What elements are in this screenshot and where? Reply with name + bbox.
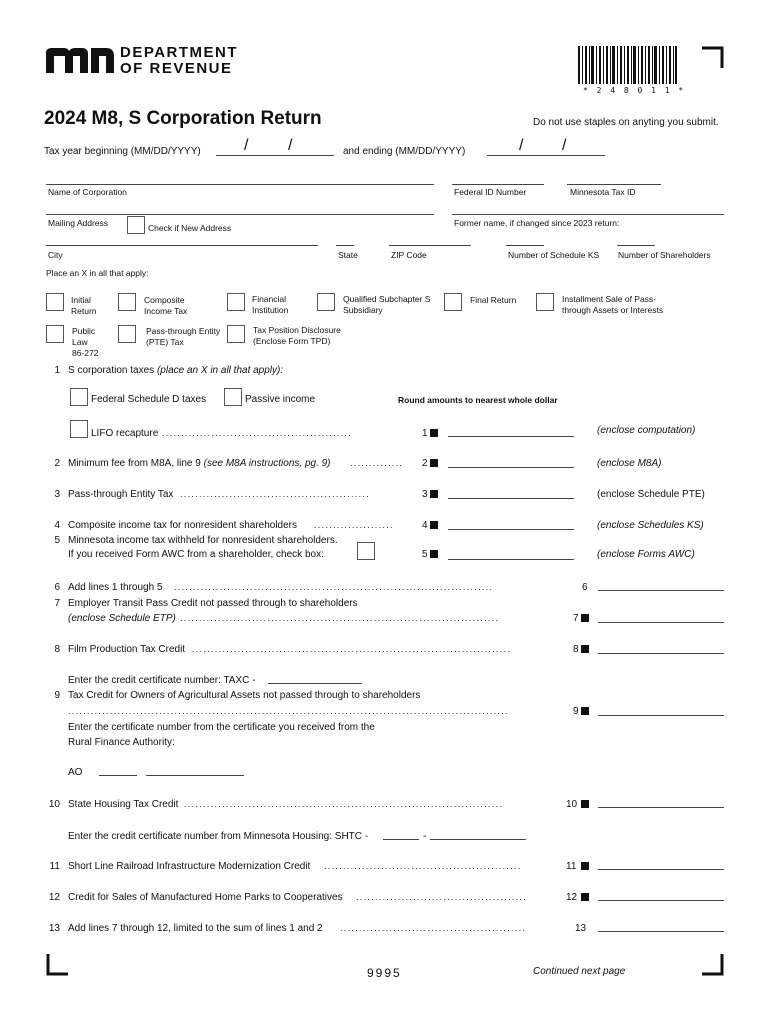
no-staples-note: Do not use staples on anyting you submit. (533, 117, 719, 128)
mn-tax-id-label: Minnesota Tax ID (570, 187, 636, 197)
line11-leader: .................................................... (324, 861, 522, 871)
lifo-checkbox[interactable] (70, 420, 88, 438)
slash: / (244, 137, 249, 154)
line4-number: 4 (54, 520, 60, 531)
fed-sched-d-label: Federal Schedule D taxes (91, 394, 207, 405)
tax-position-label: Tax Position Disclosure (Enclose Form TPD) (253, 325, 341, 346)
and-ending-label: and ending (MM/DD/YYYY) (343, 146, 466, 157)
mailing-address-field[interactable] (46, 214, 434, 215)
city-label: City (48, 250, 63, 260)
line10-label: State Housing Tax Credit (68, 799, 179, 810)
line4-box-number: 4 (422, 520, 428, 531)
initial-return-label: Initial Return (71, 295, 97, 316)
place-x-label: Place an X in all that apply: (46, 268, 149, 278)
line9-number: 9 (54, 690, 60, 701)
line13-box-number: 13 (575, 923, 587, 934)
zip-label: ZIP Code (391, 250, 427, 260)
line5-label2: If you received Form AWC from a shareholder, check box: (68, 549, 324, 560)
num-schedule-ks-field[interactable] (506, 245, 544, 246)
shtc-field-2[interactable] (430, 839, 526, 840)
line12-marker (581, 893, 589, 901)
qsss-label: Qualified Subchapter S Subsidiary (343, 294, 431, 315)
federal-id-field[interactable] (452, 184, 544, 185)
line11-box-number: 11 (566, 861, 577, 872)
line6-number: 6 (54, 582, 60, 593)
mn-logo (44, 45, 116, 75)
new-address-label: Check if New Address (148, 223, 232, 233)
line8-marker (581, 645, 589, 653)
line7-leader: .................................................................................... (180, 613, 500, 623)
num-shareholders-label: Number of Shareholders (618, 250, 711, 260)
line3-leader: .................................................. (180, 489, 371, 499)
line7-marker (581, 614, 589, 622)
line13-leader: ................................................. (340, 923, 527, 933)
line1-note: (enclose computation) (597, 425, 696, 436)
fed-sched-d-checkbox[interactable] (70, 388, 88, 406)
line5-number: 5 (54, 535, 60, 546)
new-address-checkbox[interactable] (127, 216, 145, 234)
shtc-dash: - (423, 831, 427, 842)
line12-number: 12 (48, 892, 60, 903)
financial-inst-label: Financial Institution (252, 294, 289, 315)
line10-amount-field[interactable] (598, 807, 724, 808)
num-shareholders-field[interactable] (617, 245, 655, 246)
line2-label-italic: (see M8A instructions, pg. 9) (203, 458, 331, 469)
public-law-checkbox[interactable] (46, 325, 64, 343)
line5-box-number: 5 (422, 549, 428, 560)
qsss-checkbox[interactable] (317, 293, 335, 311)
line7-number: 7 (54, 598, 60, 609)
line8-number: 8 (54, 644, 60, 655)
state-label: State (338, 250, 358, 260)
line5-marker (430, 550, 438, 558)
line4-leader: ..................... (314, 520, 394, 530)
final-return-label: Final Return (470, 295, 517, 305)
line11-label: Short Line Railroad Infrastructure Modernization Credit (68, 861, 311, 872)
corner-mark-bottom-right (702, 954, 724, 976)
passive-income-label: Passive income (245, 394, 316, 405)
tax-position-checkbox[interactable] (227, 325, 245, 343)
state-field[interactable] (336, 245, 354, 246)
public-law-label: Public Law 86-272 (72, 326, 99, 358)
line4-note: (enclose Schedules KS) (597, 520, 704, 531)
line7-box-number: 7 (573, 613, 579, 624)
mailing-address-label: Mailing Address (48, 218, 109, 228)
line12-amount-field[interactable] (598, 900, 724, 901)
name-of-corp-field[interactable] (46, 184, 434, 185)
line13-number: 13 (48, 923, 60, 934)
tax-year-ending-field[interactable] (487, 155, 605, 156)
barcode (578, 46, 678, 84)
line3-amount-field[interactable] (448, 498, 574, 499)
dept-line1: DEPARTMENT (120, 44, 239, 61)
taxc-field[interactable] (268, 683, 362, 684)
line4-label: Composite income tax for nonresident shareholders (68, 520, 298, 531)
line11-amount-field[interactable] (598, 869, 724, 870)
composite-tax-label: Composite Income Tax (144, 295, 188, 316)
page-code: 9995 (367, 966, 402, 980)
line1-label-italic: (place an X in all that apply): (156, 365, 284, 376)
former-name-field[interactable] (452, 214, 724, 215)
line2-note: (enclose M8A) (597, 458, 662, 469)
tax-year-beginning-label: Tax year beginning (MM/DD/YYYY) (44, 146, 201, 157)
financial-inst-checkbox[interactable] (227, 293, 245, 311)
corner-mark-top-right (702, 46, 724, 68)
line7-label: Employer Transit Pass Credit not passed through to shareholders (68, 598, 358, 609)
line2-amount-field[interactable] (448, 467, 574, 468)
pte-tax-label: Pass-through Entity (PTE) Tax (146, 326, 221, 347)
name-of-corp-label: Name of Corporation (48, 187, 127, 197)
line9-cert-label1: Enter the certificate number from the certificate you received from the (68, 722, 375, 733)
corner-mark-bottom-left (46, 954, 68, 976)
final-return-checkbox[interactable] (444, 293, 462, 311)
line1-number: 1 (54, 365, 60, 376)
line10-leader: .................................................................................... (184, 799, 504, 809)
round-amounts-note: Round amounts to nearest whole dollar (398, 395, 558, 405)
line2-number: 2 (54, 458, 60, 469)
line11-marker (581, 862, 589, 870)
line7-amount-field[interactable] (598, 622, 724, 623)
line2-label-text: Minimum fee from M8A, line 9 (68, 458, 201, 469)
slash: / (519, 137, 524, 154)
line5-amount-field[interactable] (448, 559, 574, 560)
slash: / (288, 137, 293, 154)
mn-logo-icon (44, 45, 116, 75)
line1-label (68, 365, 283, 376)
line3-marker (430, 490, 438, 498)
barcode-number: * 2 4 8 0 1 1 * (583, 86, 686, 95)
line10-cert-label: Enter the credit certificate number from Minnesota Housing: SHTC - (68, 831, 369, 842)
continued-note: Continued next page (533, 966, 626, 977)
line3-number: 3 (54, 489, 60, 500)
line10-box-number: 10 (566, 799, 578, 810)
line9-leader: .................................................................................................................... (68, 706, 509, 716)
composite-tax-checkbox[interactable] (118, 293, 136, 311)
line13-amount-field[interactable] (598, 931, 724, 932)
line2-leader: .............. (350, 458, 404, 468)
line2-marker (430, 459, 438, 467)
line5-note: (enclose Forms AWC) (597, 549, 695, 560)
initial-return-checkbox[interactable] (46, 293, 64, 311)
ao-field-1[interactable] (99, 775, 137, 776)
line6-label: Add lines 1 through 5 (68, 582, 163, 593)
line9-label: Tax Credit for Owners of Agricultural Assets not passed through to shareholders (68, 690, 421, 701)
line8-box-number: 8 (573, 644, 579, 655)
pte-tax-checkbox[interactable] (118, 325, 136, 343)
passive-income-checkbox[interactable] (224, 388, 242, 406)
line3-note: (enclose Schedule PTE) (597, 489, 705, 500)
city-field[interactable] (46, 245, 318, 246)
line1-leader: .................................................. (162, 428, 353, 438)
line10-number: 10 (48, 799, 60, 810)
dept-line2: OF REVENUE (120, 60, 233, 77)
federal-id-label: Federal ID Number (454, 187, 527, 197)
line11-number: 11 (49, 861, 60, 872)
form-title: 2024 M8, S Corporation Return (44, 108, 322, 129)
line9-box-number: 9 (573, 706, 579, 717)
line3-label: Pass-through Entity Tax (68, 489, 174, 500)
slash: / (562, 137, 567, 154)
line4-amount-field[interactable] (448, 529, 574, 530)
barcode-icon (578, 46, 678, 84)
line1-box-number: 1 (422, 428, 428, 439)
line13-label: Add lines 7 through 12, limited to the sum of lines 1 and 2 (68, 923, 323, 934)
line9-marker (581, 707, 589, 715)
line7-label-italic: (enclose Schedule ETP) (68, 613, 176, 624)
line12-leader: ............................................. (356, 892, 528, 902)
ao-field-2[interactable] (146, 775, 244, 776)
line8-label: Film Production Tax Credit (68, 644, 186, 655)
line2-label (68, 458, 331, 469)
installment-label: Installment Sale of Pass-through Assets or Interests (562, 294, 664, 315)
line12-box-number: 12 (566, 892, 578, 903)
line6-leader: .................................................................................... (174, 582, 494, 592)
mn-tax-id-field[interactable] (567, 184, 661, 185)
line9-cert-label2: Rural Finance Authority: (68, 737, 175, 748)
line4-marker (430, 521, 438, 529)
line5-label: Minnesota income tax withheld for nonresident shareholders. (68, 535, 338, 546)
lifo-label: LIFO recapture (91, 428, 159, 439)
line10-marker (581, 800, 589, 808)
line1-marker (430, 429, 438, 437)
zip-field[interactable] (389, 245, 471, 246)
line6-box-number: 6 (582, 582, 588, 593)
line8-amount-field[interactable] (598, 653, 724, 654)
line3-box-number: 3 (422, 489, 428, 500)
num-schedule-ks-label: Number of Schedule KS (508, 250, 600, 260)
line8-leader: .................................................................................... (192, 644, 512, 654)
ao-label: AO (68, 767, 83, 778)
line1-label-text: S corporation taxes (68, 365, 155, 376)
installment-checkbox[interactable] (536, 293, 554, 311)
awc-checkbox[interactable] (357, 542, 375, 560)
line8-cert-label: Enter the credit certificate number: TAXC - (68, 675, 256, 686)
line9-amount-field[interactable] (598, 715, 724, 716)
line12-label: Credit for Sales of Manufactured Home Parks to Cooperatives (68, 892, 343, 903)
line6-amount-field[interactable] (598, 590, 724, 591)
line2-box-number: 2 (422, 458, 428, 469)
tax-year-beginning-field[interactable] (216, 155, 334, 156)
former-name-label: Former name, if changed since 2023 return: (454, 218, 620, 228)
shtc-field-1[interactable] (383, 839, 419, 840)
line1-amount-field[interactable] (448, 436, 574, 437)
